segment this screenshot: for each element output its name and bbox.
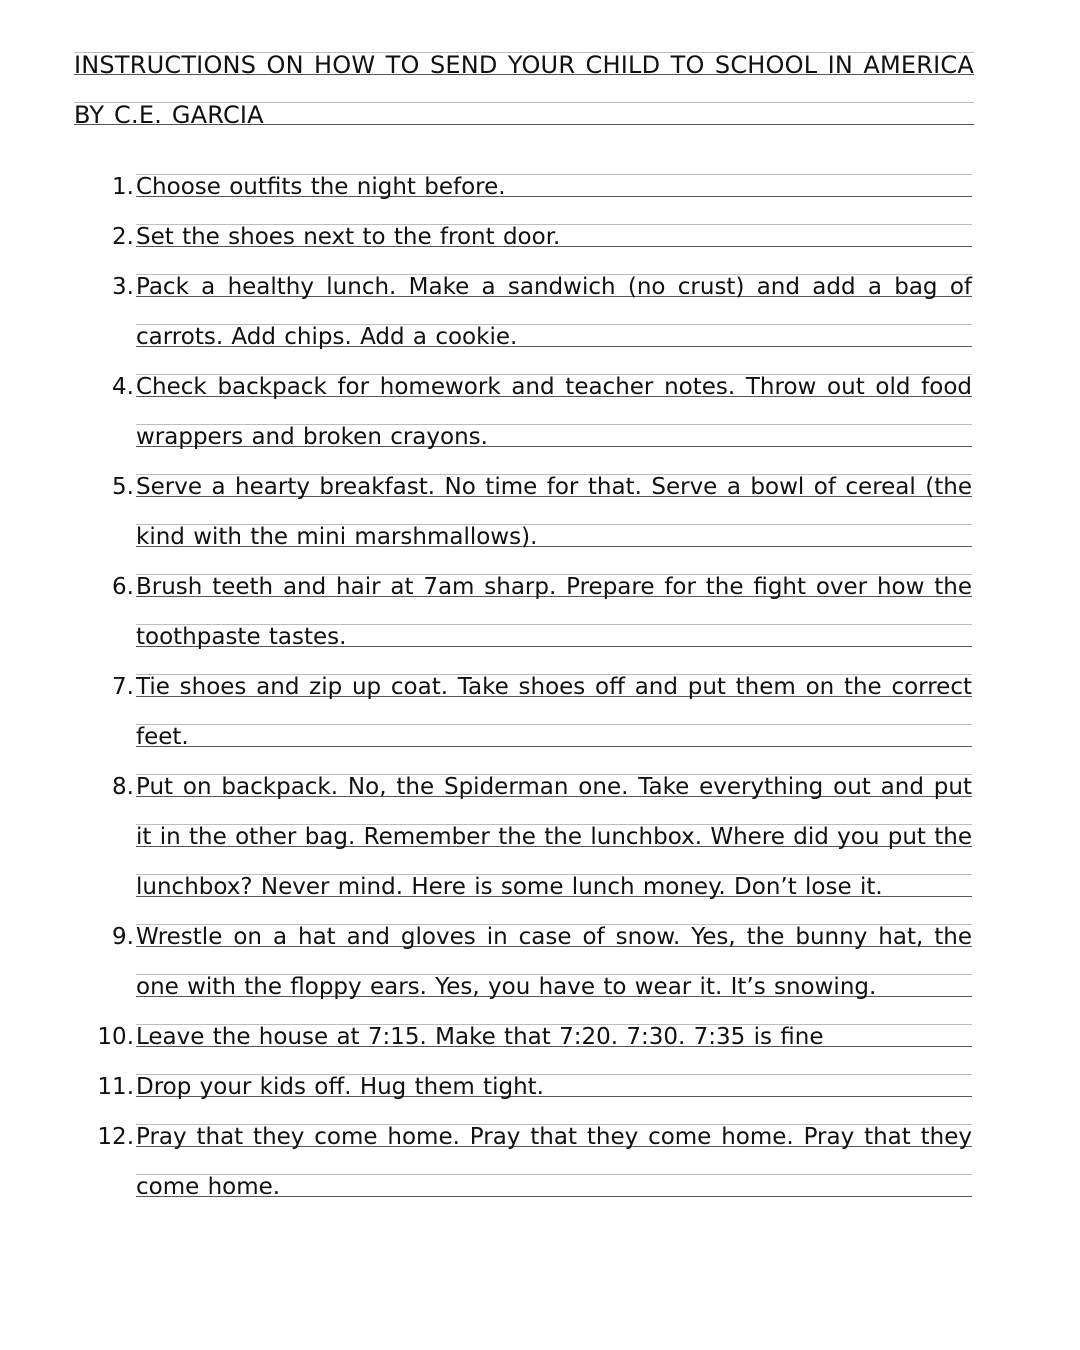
item-number: 12. — [97, 1124, 134, 1150]
item-number: 9. — [112, 924, 134, 950]
list-item — [0, 662, 1080, 762]
list-item — [0, 1012, 1080, 1062]
item-number: 5. — [112, 474, 134, 500]
item-text: Set the shoes next to the front door. — [136, 212, 972, 262]
item-text: Leave the house at 7:15. Make that 7:20. 7:30. 7:35 is fine — [136, 1012, 972, 1062]
item-number: 8. — [112, 774, 134, 800]
list-item — [0, 462, 1080, 562]
item-number: 4. — [112, 374, 134, 400]
list-item — [0, 1112, 1080, 1212]
list-item — [0, 362, 1080, 462]
list-item — [0, 162, 1080, 212]
item-number: 6. — [112, 574, 134, 600]
instruction-list — [0, 162, 1080, 1212]
item-number: 11. — [97, 1074, 134, 1100]
list-item — [0, 262, 1080, 362]
document-title: INSTRUCTIONS ON HOW TO SEND YOUR CHILD TO SCHOOL IN AMERICA BY C.E. GARCIA — [74, 40, 974, 140]
item-number: 2. — [112, 224, 134, 250]
item-text: Pack a healthy lunch. Make a sandwich (no crust) and add a bag of carrots. Add chips. Add a cookie. — [136, 262, 972, 362]
item-number: 3. — [112, 274, 134, 300]
item-text: Brush teeth and hair at 7am sharp. Prepare for the fight over how the toothpaste tastes. — [136, 562, 972, 662]
list-item — [0, 912, 1080, 1012]
item-text: Drop your kids off. Hug them tight. — [136, 1062, 972, 1112]
item-text: Serve a hearty breakfast. No time for that. Serve a bowl of cereal (the kind with the mini marshmallows). — [136, 462, 972, 562]
item-number: 7. — [112, 674, 134, 700]
item-text: Check backpack for homework and teacher notes. Throw out old food wrappers and broken crayons. — [136, 362, 972, 462]
item-text: Tie shoes and zip up coat. Take shoes off and put them on the correct feet. — [136, 662, 972, 762]
item-number: 1. — [112, 174, 134, 200]
item-text: Choose outfits the night before. — [136, 162, 972, 212]
item-number: 10. — [97, 1024, 134, 1050]
list-item — [0, 212, 1080, 262]
item-text: Pray that they come home. Pray that they come home. Pray that they come home. — [136, 1112, 972, 1212]
item-text: Wrestle on a hat and gloves in case of snow. Yes, the bunny hat, the one with the floppy ears. Yes, you have to wear it. It’s snowing. — [136, 912, 972, 1012]
list-item — [0, 1062, 1080, 1112]
item-text: Put on backpack. No, the Spiderman one. Take everything out and put it in the other bag. Remember the the lunchbox. Where did you put the lunchbox? Never mind. Here is some lunch money. Don’t lose it. — [136, 762, 972, 912]
list-item — [0, 762, 1080, 912]
list-item — [0, 562, 1080, 662]
